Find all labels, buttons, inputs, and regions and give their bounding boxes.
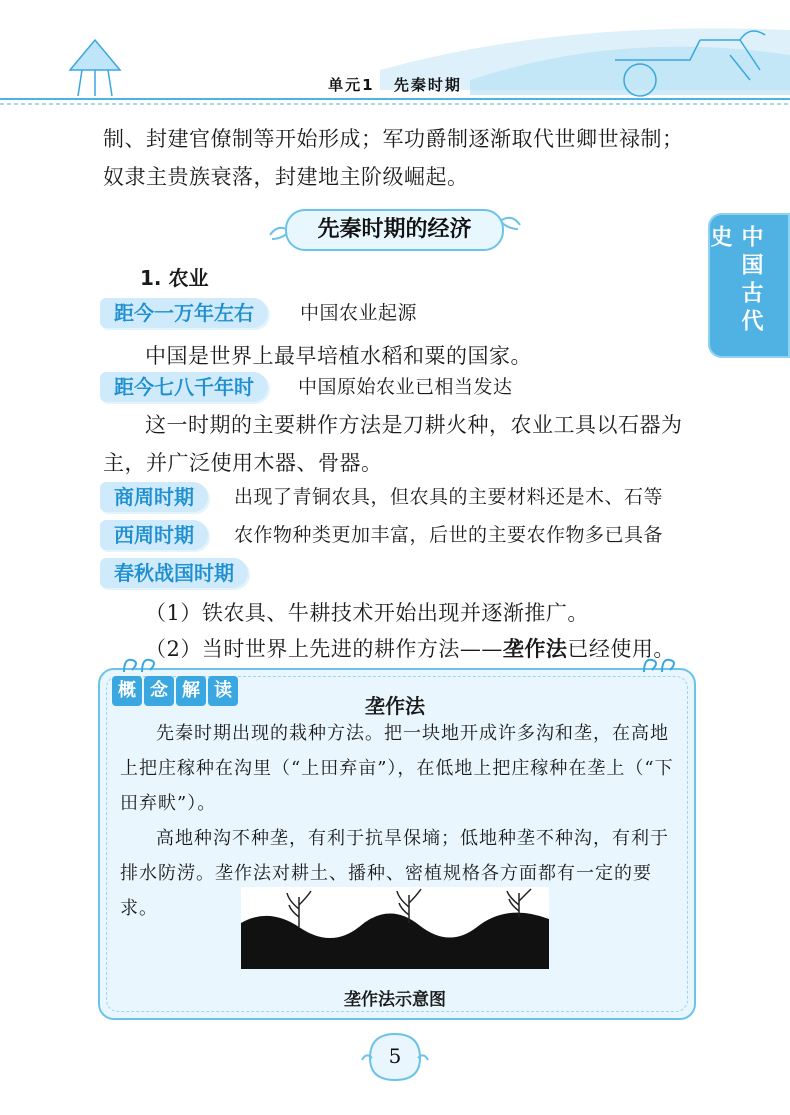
concept-badge-char: 概: [112, 676, 142, 706]
clip-decoration-icon: [640, 656, 680, 674]
point-2: [103, 630, 699, 668]
unit-label: 单元1: [328, 76, 375, 94]
point-2-term: 垄作法: [502, 637, 568, 661]
header-border: [0, 96, 790, 106]
timeline-tag: 商周时期: [100, 482, 208, 512]
intro-paragraph: 制、封建官僚制等开始形成；军功爵制逐渐取代世卿世禄制；奴隶主贵族衰落，封建地主阶级崛起。: [103, 127, 684, 189]
timeline-desc: 中国原始农业已相当发达: [298, 376, 513, 398]
diagram-caption: 垄作法示意图: [344, 990, 446, 1010]
concept-badge-char: 念: [144, 676, 174, 706]
timeline-tag: 西周时期: [100, 520, 208, 550]
point-2-suffix: 已经使用。: [567, 637, 675, 661]
subsection-heading: 1. 农业: [140, 266, 209, 290]
body-paragraph: 中国是世界上最早培植水稻和粟的国家。: [145, 344, 532, 368]
concept-badge-char: 解: [176, 676, 206, 706]
clip-decoration-icon: [120, 656, 160, 674]
concept-title: 垄作法: [365, 694, 425, 718]
concept-badge-char: 读: [208, 676, 238, 706]
side-tab[interactable]: [708, 213, 790, 358]
timeline-tag: 距今七八千年时: [100, 372, 268, 402]
concept-paragraph: 先秦时期出现的栽种方法。把一块地开成许多沟和垄，在高地上把庄稼种在沟里（“上田弃亩”），在低地上把庄稼种在垄上（“下田弃畎”）。: [120, 723, 674, 814]
timeline-desc: 农作物种类更加丰富，后世的主要农作物多已具备: [234, 524, 664, 546]
timeline-tag: 春秋战国时期: [100, 558, 248, 588]
timeline-desc: 出现了青铜农具，但农具的主要材料还是木、石等: [234, 486, 664, 508]
page-number: 5: [388, 1044, 402, 1068]
section-title-banner: [260, 205, 530, 253]
concept-paragraph: 高地种沟不种垄，有利于抗旱保墒；低地种垄不种沟，有利于排水防涝。垄作法对耕土、播种、密植规格各方面都有一定的要求。: [120, 828, 669, 919]
point-1: （1）铁农具、牛耕技术开始出现并逐渐推广。: [145, 601, 589, 625]
unit-header: [0, 74, 790, 95]
ridge-farming-diagram: [241, 887, 549, 969]
timeline-tag: 距今一万年左右: [100, 298, 268, 328]
section-title: 先秦时期的经济: [285, 209, 504, 251]
point-2-prefix: （2）当时世界上先进的耕作方法——: [145, 637, 503, 661]
unit-name: 先秦时期: [393, 76, 462, 94]
timeline-desc: 中国农业起源: [300, 302, 418, 324]
body-paragraph: 这一时期的主要耕作方法是刀耕火种，农业工具以石器为主，并广泛使用木器、骨器。: [103, 413, 683, 475]
side-tab-label: 中国古代史: [707, 225, 763, 337]
